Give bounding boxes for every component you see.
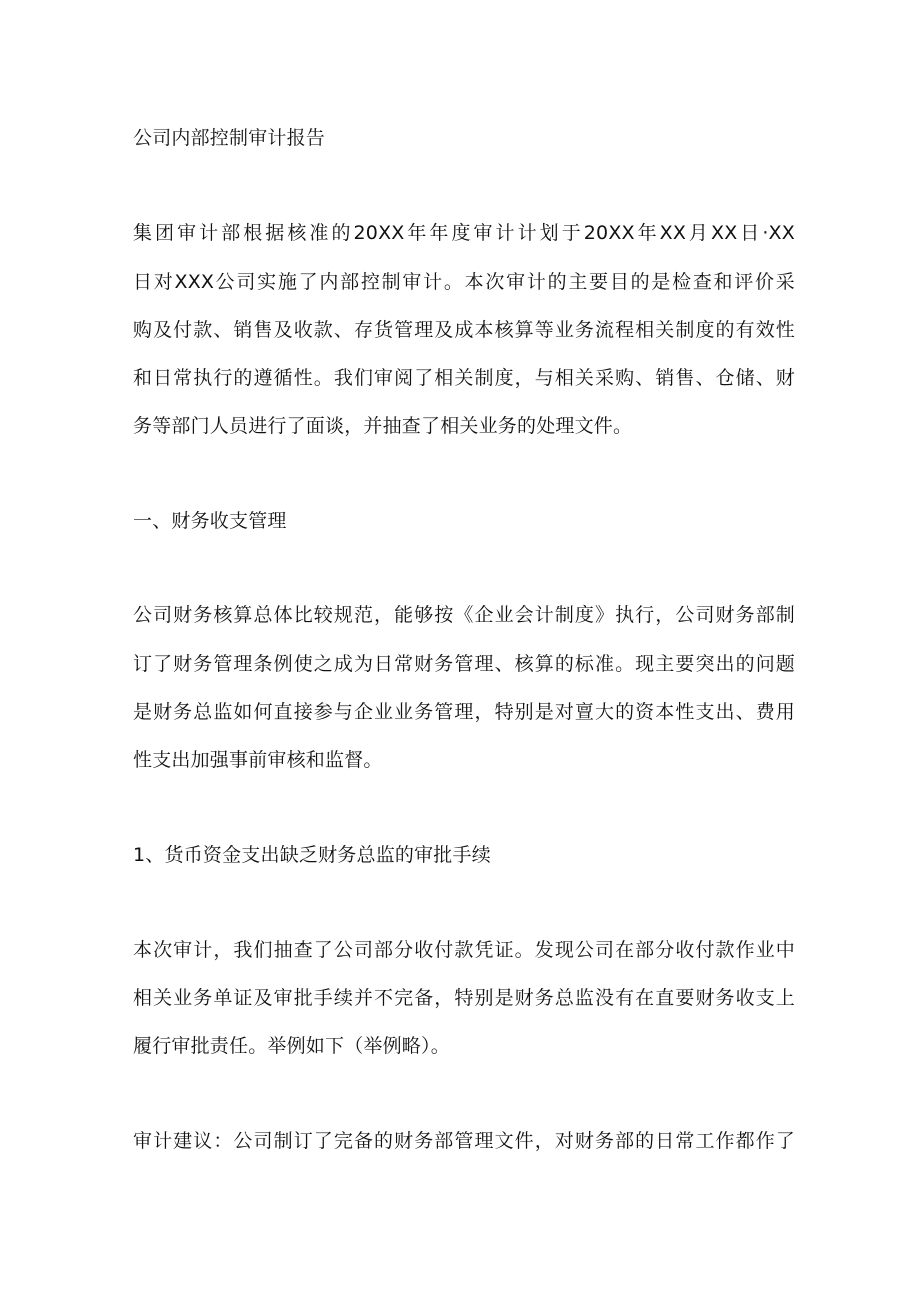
item1-line-2: 相关业务单证及审批手续并不完备，特别是财务总监没有在直要财务收支上 [133,987,795,1009]
item1-line-1: 本次审计，我们抽查了公司部分收付款凭证。发现公司在部分收付款作业中 [133,939,795,961]
intro-line-2: 日对XXX公司实施了内部控制审计。本次审计的主要目的是检查和评价采 [133,271,795,293]
section1-line-3: 是财务总监如何直接参与企业业务管理，特别是对亶大的资本性支出、费用 [133,701,795,723]
intro-line-3: 购及付款、销售及收款、存货管理及成本核算等业务流程相关制度的有效性 [133,319,795,341]
document-title: 公司内部控制审计报告 [133,127,326,149]
item1-line-3: 履行审批责任。举例如下（举例略）。 [133,1035,450,1057]
section1-line-2: 订了财务管理条例使之成为日常财务管理、核算的标准。现主要突出的问题 [133,653,795,675]
intro-line-4: 和日常执行的遵循性。我们审阅了相关制度，与相关采购、销售、仓储、财 [133,367,795,389]
section1-line-1: 公司财务核算总体比较规范，能够按《企业会计制度》执行，公司财务部制 [133,604,795,626]
item1-heading: 1、货币资金支出缺乏财务总监的审批手续 [133,844,491,866]
audit-suggestion-line-1: 审计建议：公司制订了完备的财务部管理文件，对财务部的日常工作都作了 [133,1130,795,1152]
section1-line-4: 性支出加强事前审核和监督。 [133,749,383,771]
intro-line-5: 务等部门人员进行了面谈，并抽查了相关业务的处理文件。 [133,415,633,437]
intro-line-1: 集团审计部根据核准的20XX年年度审计计划于20XX年XX月XX日·XX [133,222,795,244]
section1-heading: 一、财务收支管理 [133,510,287,532]
